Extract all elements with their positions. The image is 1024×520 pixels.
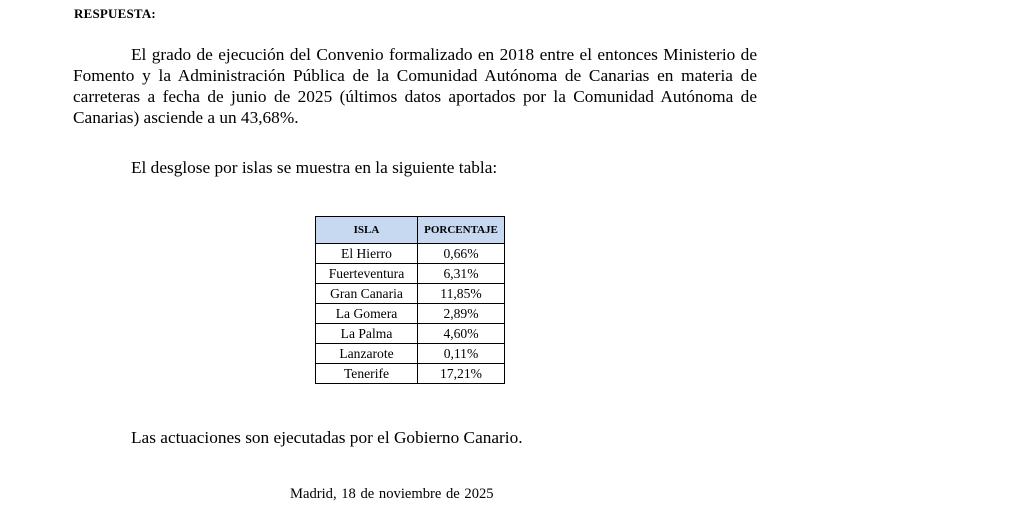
column-header-porcentaje: PORCENTAJE xyxy=(418,217,505,244)
table-row xyxy=(316,364,505,384)
cell-porcentaje: 4,60% xyxy=(418,324,505,344)
islands-table xyxy=(315,216,505,384)
cell-porcentaje: 17,21% xyxy=(418,364,505,384)
table-row xyxy=(316,284,505,304)
cell-porcentaje: 2,89% xyxy=(418,304,505,324)
cell-porcentaje: 0,66% xyxy=(418,244,505,264)
cell-porcentaje: 6,31% xyxy=(418,264,505,284)
table-row xyxy=(316,264,505,284)
cell-porcentaje: 11,85% xyxy=(418,284,505,304)
cell-isla: El Hierro xyxy=(316,244,418,264)
paragraph-executor: Las actuaciones son ejecutadas por el Gobierno Canario. xyxy=(131,428,523,447)
cell-porcentaje: 0,11% xyxy=(418,344,505,364)
paragraph-breakdown-intro: El desglose por islas se muestra en la siguiente tabla: xyxy=(131,158,498,177)
response-heading: RESPUESTA: xyxy=(74,6,156,21)
table-row xyxy=(316,244,505,264)
cell-isla: Lanzarote xyxy=(316,344,418,364)
table-row xyxy=(316,324,505,344)
table-row xyxy=(316,344,505,364)
cell-isla: Fuerteventura xyxy=(316,264,418,284)
paragraph-execution-grade: El grado de ejecución del Convenio formalizado en 2018 entre el entonces Ministerio de Fomento y la Administración Pública de la Comunidad Autónoma de Canarias en materia de carreteras a fecha de junio de 2025 (últimos datos aportados por la Comunidad Autónoma de Canarias) asciende a un 43,68%. xyxy=(73,45,757,127)
column-header-isla: ISLA xyxy=(316,217,418,244)
cell-isla: Tenerife xyxy=(316,364,418,384)
place-date-line: Madrid, 18 de noviembre de 2025 xyxy=(290,486,494,502)
cell-isla: La Palma xyxy=(316,324,418,344)
cell-isla: La Gomera xyxy=(316,304,418,324)
cell-isla: Gran Canaria xyxy=(316,284,418,304)
table-row xyxy=(316,304,505,324)
table-header-row xyxy=(316,217,505,244)
